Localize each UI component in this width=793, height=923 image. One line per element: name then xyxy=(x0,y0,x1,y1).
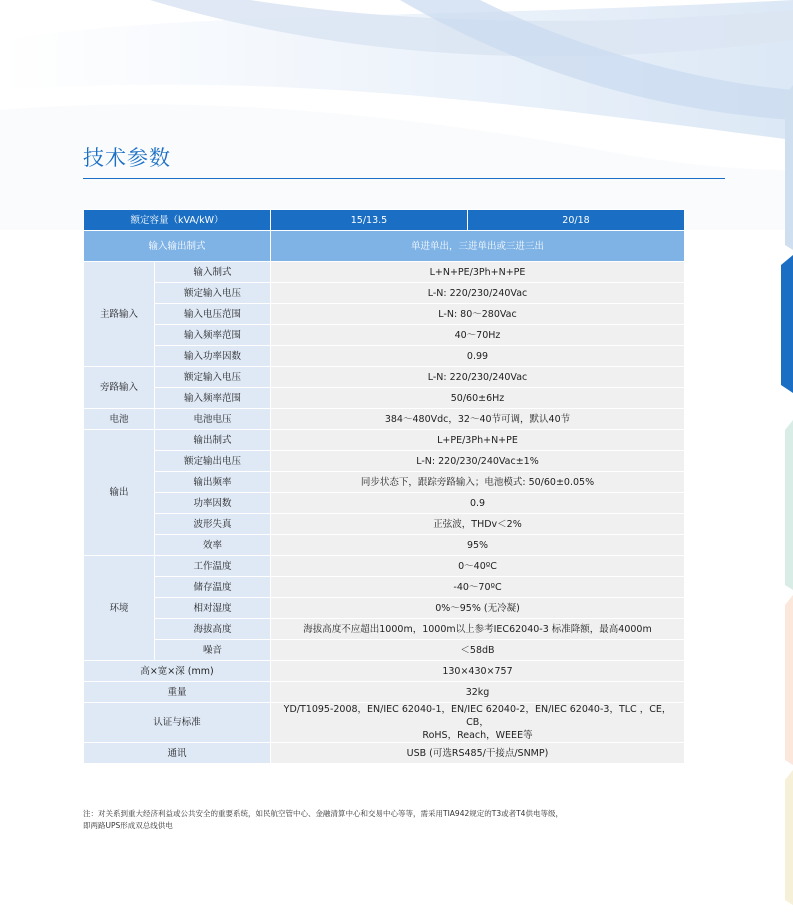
io-system-label: 输入输出制式 xyxy=(84,231,271,262)
table-row xyxy=(84,535,685,556)
table-row xyxy=(84,493,685,514)
row-value xyxy=(271,703,685,743)
row-label: 输入功率因数 xyxy=(155,346,271,367)
row-label: 高×宽×深 (mm) xyxy=(84,661,271,682)
row-label: 输入电压范围 xyxy=(155,304,271,325)
capacity-label: 额定容量（kVA/kW） xyxy=(84,210,271,231)
table-row xyxy=(84,346,685,367)
row-value: L-N: 80～280Vac xyxy=(271,304,685,325)
row-value: 50/60±6Hz xyxy=(271,388,685,409)
capacity-col-2: 20/18 xyxy=(468,210,685,231)
table-row xyxy=(84,682,685,703)
row-value: 同步状态下，跟踪旁路输入；电池模式: 50/60±0.05% xyxy=(271,472,685,493)
side-tabs xyxy=(773,0,793,923)
row-label: 输出频率 xyxy=(155,472,271,493)
group-battery: 电池 xyxy=(84,409,155,430)
table-row xyxy=(84,619,685,640)
footnote-line-1: 注：对关系到重大经济利益或公共安全的重要系统，如民航空管中心、金融清算中心和交易中心等等，需采用TIA942规定的T3或者T4供电等级， xyxy=(83,809,563,818)
row-value: 95% xyxy=(271,535,685,556)
row-label: 海拔高度 xyxy=(155,619,271,640)
row-label: 相对湿度 xyxy=(155,598,271,619)
row-value: 32kg xyxy=(271,682,685,703)
group-environment: 环境 xyxy=(84,556,155,661)
table-row xyxy=(84,388,685,409)
row-value: 0.9 xyxy=(271,493,685,514)
row-label: 功率因数 xyxy=(155,493,271,514)
row-value: 海拔高度不应超出1000m，1000m以上参考IEC62040-3 标准降额，最高4000m xyxy=(271,619,685,640)
row-label: 储存温度 xyxy=(155,577,271,598)
table-row xyxy=(84,472,685,493)
cert-line-1: YD/T1095-2008，EN/IEC 62040-1，EN/IEC 62040-2，EN/IEC 62040-3，TLC ，CE，CB， xyxy=(283,704,672,728)
footnote xyxy=(83,808,703,832)
row-label: 工作温度 xyxy=(155,556,271,577)
row-value: L-N: 220/230/240Vac xyxy=(271,283,685,304)
table-row xyxy=(84,661,685,682)
table-row xyxy=(84,325,685,346)
title-divider xyxy=(83,178,725,179)
header-row xyxy=(84,210,685,231)
group-output: 输出 xyxy=(84,430,155,556)
row-label: 输入制式 xyxy=(155,262,271,283)
row-value: L-N: 220/230/240Vac±1% xyxy=(271,451,685,472)
row-value: L+PE/3Ph+N+PE xyxy=(271,430,685,451)
table-row xyxy=(84,283,685,304)
row-label: 输出制式 xyxy=(155,430,271,451)
row-value: 0.99 xyxy=(271,346,685,367)
page-title: 技术参数 xyxy=(83,146,171,170)
io-system-row xyxy=(84,231,685,262)
background-wave xyxy=(0,0,793,230)
table-row xyxy=(84,598,685,619)
table-row xyxy=(84,703,685,743)
group-main-input: 主路输入 xyxy=(84,262,155,367)
row-value: 40～70Hz xyxy=(271,325,685,346)
row-value: L+N+PE/3Ph+N+PE xyxy=(271,262,685,283)
row-value: 0%～95% (无冷凝) xyxy=(271,598,685,619)
table-row xyxy=(84,556,685,577)
row-label: 通讯 xyxy=(84,743,271,764)
row-label: 输入频率范围 xyxy=(155,388,271,409)
table-row xyxy=(84,304,685,325)
io-system-value: 单进单出，三进单出或三进三出 xyxy=(271,231,685,262)
table-row xyxy=(84,367,685,388)
table-row xyxy=(84,451,685,472)
row-value: 0～40ºC xyxy=(271,556,685,577)
row-value: L-N: 220/230/240Vac xyxy=(271,367,685,388)
row-label: 效率 xyxy=(155,535,271,556)
table-row xyxy=(84,640,685,661)
row-value: USB (可选RS485/干接点/SNMP) xyxy=(271,743,685,764)
row-label: 认证与标准 xyxy=(84,703,271,743)
table-row xyxy=(84,514,685,535)
row-label: 输入频率范围 xyxy=(155,325,271,346)
row-label: 额定输出电压 xyxy=(155,451,271,472)
table-row xyxy=(84,262,685,283)
table-row xyxy=(84,743,685,764)
row-value: 130×430×757 xyxy=(271,661,685,682)
spec-table xyxy=(83,209,685,764)
row-value: 384～480Vdc，32～40节可调，默认40节 xyxy=(271,409,685,430)
row-label: 重量 xyxy=(84,682,271,703)
cert-line-2: RoHS，Reach，WEEE等 xyxy=(422,730,533,741)
table-row xyxy=(84,577,685,598)
row-label: 电池电压 xyxy=(155,409,271,430)
row-label: 噪音 xyxy=(155,640,271,661)
row-label: 额定输入电压 xyxy=(155,367,271,388)
capacity-col-1: 15/13.5 xyxy=(271,210,468,231)
table-row xyxy=(84,409,685,430)
row-value: -40～70ºC xyxy=(271,577,685,598)
footnote-line-2: 即两路UPS形成双总线供电 xyxy=(83,821,173,830)
group-bypass-input: 旁路输入 xyxy=(84,367,155,409)
row-label: 额定输入电压 xyxy=(155,283,271,304)
row-label: 波形失真 xyxy=(155,514,271,535)
row-value: 正弦波，THDv＜2% xyxy=(271,514,685,535)
row-value: ＜58dB xyxy=(271,640,685,661)
table-row xyxy=(84,430,685,451)
